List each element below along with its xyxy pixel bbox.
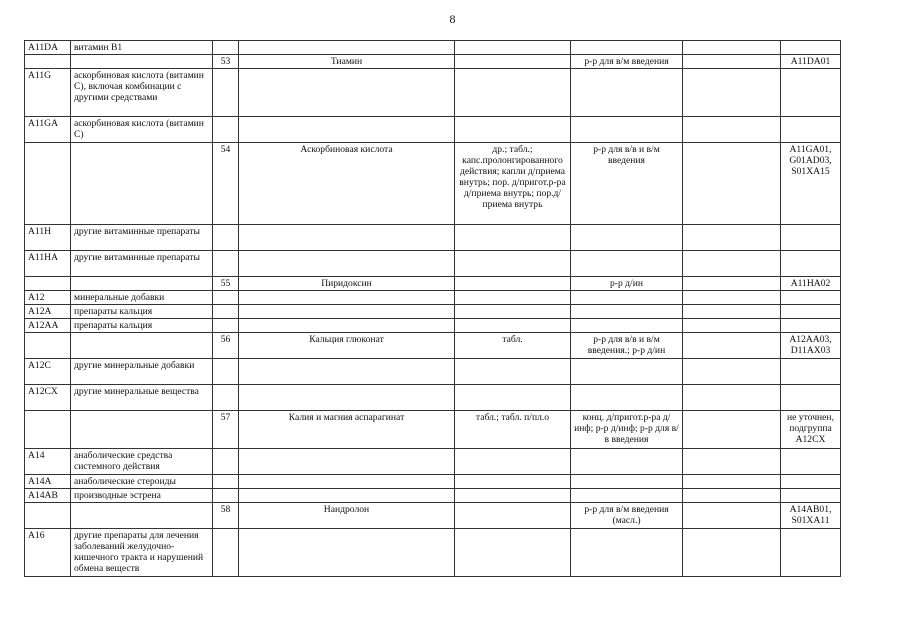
row-atc-code: A11HA02 xyxy=(781,277,841,291)
row-extra xyxy=(683,333,781,359)
row-number xyxy=(213,385,239,411)
row-group: другие витаминные препараты xyxy=(71,251,213,277)
table-row xyxy=(25,225,841,251)
table-row xyxy=(25,503,841,529)
row-group: аскорбиновая кислота (витамин С), включая комбинации с другими средствами xyxy=(71,69,213,117)
row-atc-code xyxy=(781,475,841,489)
row-injection-forms xyxy=(571,41,683,55)
row-drug-name xyxy=(239,475,455,489)
row-extra xyxy=(683,117,781,143)
row-atc-code xyxy=(781,385,841,411)
row-injection-forms xyxy=(571,225,683,251)
row-oral-forms xyxy=(455,117,571,143)
row-drug-name xyxy=(239,291,455,305)
row-code xyxy=(25,411,71,449)
row-number: 57 xyxy=(213,411,239,449)
row-extra xyxy=(683,225,781,251)
row-code: A12AA xyxy=(25,319,71,333)
row-number xyxy=(213,117,239,143)
row-injection-forms: р-р д/ин xyxy=(571,277,683,291)
row-number: 56 xyxy=(213,333,239,359)
table-row xyxy=(25,529,841,577)
row-drug-name xyxy=(239,359,455,385)
row-injection-forms xyxy=(571,251,683,277)
row-oral-forms xyxy=(455,319,571,333)
row-atc-code xyxy=(781,319,841,333)
row-injection-forms xyxy=(571,489,683,503)
row-extra xyxy=(683,475,781,489)
row-number xyxy=(213,291,239,305)
row-injection-forms xyxy=(571,359,683,385)
row-drug-name xyxy=(239,69,455,117)
row-drug-name xyxy=(239,305,455,319)
row-code: A14A xyxy=(25,475,71,489)
table-row xyxy=(25,291,841,305)
table-row xyxy=(25,449,841,475)
row-injection-forms xyxy=(571,319,683,333)
row-drug-name xyxy=(239,251,455,277)
row-drug-name xyxy=(239,385,455,411)
row-oral-forms xyxy=(455,529,571,577)
row-oral-forms xyxy=(455,291,571,305)
row-injection-forms: р-р для в/м введения (масл.) xyxy=(571,503,683,529)
row-group: препараты кальция xyxy=(71,305,213,319)
row-oral-forms xyxy=(455,475,571,489)
row-oral-forms xyxy=(455,225,571,251)
row-group xyxy=(71,411,213,449)
page-number: 8 xyxy=(449,12,456,26)
row-atc-code: A11DA01 xyxy=(781,55,841,69)
table-row xyxy=(25,143,841,225)
row-group xyxy=(71,277,213,291)
row-oral-forms xyxy=(455,503,571,529)
row-number: 53 xyxy=(213,55,239,69)
row-number xyxy=(213,69,239,117)
row-injection-forms xyxy=(571,449,683,475)
row-drug-name xyxy=(239,225,455,251)
row-number: 58 xyxy=(213,503,239,529)
row-extra xyxy=(683,291,781,305)
row-group: другие минеральные вещества xyxy=(71,385,213,411)
row-code xyxy=(25,503,71,529)
row-number xyxy=(213,319,239,333)
row-extra xyxy=(683,489,781,503)
row-group: минеральные добавки xyxy=(71,291,213,305)
row-oral-forms xyxy=(455,489,571,503)
row-atc-code xyxy=(781,41,841,55)
row-injection-forms xyxy=(571,475,683,489)
row-injection-forms xyxy=(571,291,683,305)
row-number xyxy=(213,251,239,277)
row-extra xyxy=(683,251,781,277)
table-row xyxy=(25,319,841,333)
row-code: A11H xyxy=(25,225,71,251)
row-code xyxy=(25,277,71,291)
row-code: A16 xyxy=(25,529,71,577)
row-atc-code: A11GA01, G01AD03, S01XA15 xyxy=(781,143,841,225)
row-atc-code xyxy=(781,117,841,143)
row-extra xyxy=(683,305,781,319)
row-number: 55 xyxy=(213,277,239,291)
row-oral-forms xyxy=(455,385,571,411)
row-extra xyxy=(683,529,781,577)
row-injection-forms xyxy=(571,385,683,411)
row-atc-code xyxy=(781,291,841,305)
row-extra xyxy=(683,69,781,117)
row-number xyxy=(213,529,239,577)
row-injection-forms xyxy=(571,305,683,319)
row-code: A12A xyxy=(25,305,71,319)
table-row xyxy=(25,385,841,411)
row-number: 54 xyxy=(213,143,239,225)
row-atc-code: A14AB01, S01XA11 xyxy=(781,503,841,529)
table-row xyxy=(25,117,841,143)
table-row xyxy=(25,411,841,449)
row-oral-forms: табл.; табл. п/пл.о xyxy=(455,411,571,449)
row-oral-forms xyxy=(455,69,571,117)
row-atc-code xyxy=(781,529,841,577)
row-injection-forms: конц. д/пригот.р-ра д/инф; р-р д/инф; р-р для в/в введения xyxy=(571,411,683,449)
row-drug-name: Аскорбиновая кислота xyxy=(239,143,455,225)
table-row xyxy=(25,251,841,277)
row-oral-forms: табл. xyxy=(455,333,571,359)
row-code: A11G xyxy=(25,69,71,117)
row-extra xyxy=(683,503,781,529)
row-group: производные эстрена xyxy=(71,489,213,503)
row-code: A11GA xyxy=(25,117,71,143)
table-row xyxy=(25,41,841,55)
row-injection-forms: р-р для в/м введения xyxy=(571,55,683,69)
row-extra xyxy=(683,411,781,449)
row-injection-forms: р-р для в/в и в/м введения.; р-р д/ин xyxy=(571,333,683,359)
row-group xyxy=(71,143,213,225)
row-drug-name xyxy=(239,529,455,577)
row-group: другие препараты для лечения заболеваний желудочно-кишечного тракта и нарушений обмена веществ xyxy=(71,529,213,577)
table-row xyxy=(25,475,841,489)
row-extra xyxy=(683,143,781,225)
table-row xyxy=(25,333,841,359)
table-row xyxy=(25,55,841,69)
row-drug-name xyxy=(239,489,455,503)
row-injection-forms xyxy=(571,117,683,143)
row-code: A12C xyxy=(25,359,71,385)
table-row xyxy=(25,305,841,319)
row-atc-code xyxy=(781,225,841,251)
row-atc-code xyxy=(781,359,841,385)
row-extra xyxy=(683,277,781,291)
row-oral-forms: др.; табл.; капс.пролонгированного действия; капли д/приема внутрь; пор. д/пригот.р-ра д/приема внутрь; пор.д/приема внутрь xyxy=(455,143,571,225)
row-drug-name: Тиамин xyxy=(239,55,455,69)
row-group: анаболические средства системного действия xyxy=(71,449,213,475)
drug-list-table xyxy=(24,40,841,577)
row-extra xyxy=(683,319,781,333)
row-group: другие витаминные препараты xyxy=(71,225,213,251)
row-drug-name xyxy=(239,449,455,475)
row-group xyxy=(71,503,213,529)
row-group xyxy=(71,55,213,69)
row-atc-code: не уточнен, подгруппа A12CX xyxy=(781,411,841,449)
row-drug-name xyxy=(239,319,455,333)
row-extra xyxy=(683,359,781,385)
row-injection-forms xyxy=(571,529,683,577)
row-atc-code xyxy=(781,489,841,503)
row-drug-name xyxy=(239,117,455,143)
table-row xyxy=(25,69,841,117)
row-atc-code xyxy=(781,449,841,475)
row-oral-forms xyxy=(455,305,571,319)
row-group: витамин B1 xyxy=(71,41,213,55)
row-injection-forms: р-р для в/в и в/м введения xyxy=(571,143,683,225)
row-oral-forms xyxy=(455,359,571,385)
row-oral-forms xyxy=(455,449,571,475)
row-extra xyxy=(683,55,781,69)
row-extra xyxy=(683,385,781,411)
row-code: A11HA xyxy=(25,251,71,277)
row-drug-name: Нандролон xyxy=(239,503,455,529)
row-atc-code xyxy=(781,251,841,277)
table-row xyxy=(25,359,841,385)
row-group: аскорбиновая кислота (витамин С) xyxy=(71,117,213,143)
row-extra xyxy=(683,449,781,475)
row-drug-name: Пиридоксин xyxy=(239,277,455,291)
row-number xyxy=(213,449,239,475)
row-drug-name: Кальция глюконат xyxy=(239,333,455,359)
row-drug-name: Калия и магния аспарагинат xyxy=(239,411,455,449)
row-code: A12CX xyxy=(25,385,71,411)
row-code: A14 xyxy=(25,449,71,475)
row-group xyxy=(71,333,213,359)
row-code: A14AB xyxy=(25,489,71,503)
row-atc-code xyxy=(781,69,841,117)
row-group: анаболические стероиды xyxy=(71,475,213,489)
row-atc-code xyxy=(781,305,841,319)
row-number xyxy=(213,225,239,251)
row-code: A12 xyxy=(25,291,71,305)
row-injection-forms xyxy=(571,69,683,117)
row-code: A11DA xyxy=(25,41,71,55)
row-drug-name xyxy=(239,41,455,55)
row-oral-forms xyxy=(455,55,571,69)
row-number xyxy=(213,41,239,55)
row-number xyxy=(213,475,239,489)
row-code xyxy=(25,143,71,225)
table-row xyxy=(25,489,841,503)
row-oral-forms xyxy=(455,251,571,277)
row-number xyxy=(213,359,239,385)
row-extra xyxy=(683,41,781,55)
row-oral-forms xyxy=(455,41,571,55)
row-group: препараты кальция xyxy=(71,319,213,333)
row-group: другие минеральные добавки xyxy=(71,359,213,385)
row-number xyxy=(213,489,239,503)
row-atc-code: A12AA03, D11AX03 xyxy=(781,333,841,359)
row-code xyxy=(25,333,71,359)
table-row xyxy=(25,277,841,291)
row-oral-forms xyxy=(455,277,571,291)
row-code xyxy=(25,55,71,69)
row-number xyxy=(213,305,239,319)
